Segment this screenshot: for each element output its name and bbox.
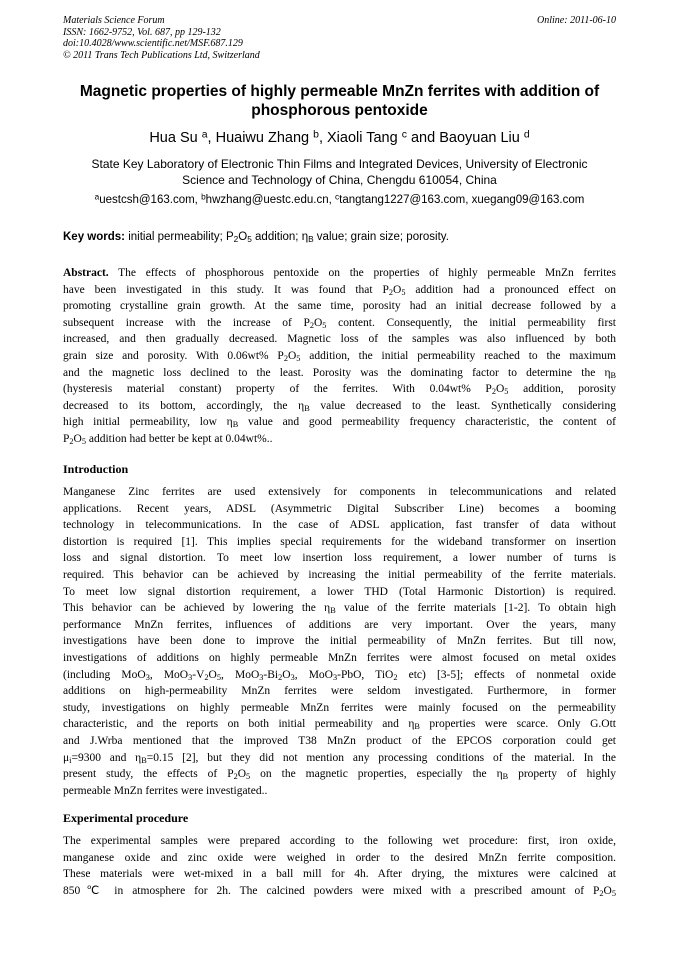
title-line: Magnetic properties of highly permeable MnZn ferrites with addition of [79,83,600,100]
text-line: increased, and then gradually decreased. Magnetic loss of the samples was also influenced by both [63,333,616,346]
text-line: and J.Wrba mentioned that the improved T38 MnZn product of the EPCOS corporation could get [63,734,616,747]
text-line: 850℃ in atmosphere for 2h. The calcined powders were mixed with a prescribed amount of $P_2O_5$ [63,884,616,898]
title-line: phosphorous pentoxide [251,102,428,119]
abstract-label: Abstract. [63,267,109,279]
keywords: Key words: initial permeability; $P_2O_5$ addition; $\eta_B$ value; grain size; porosity. [63,231,449,245]
journal-name: Materials Science Forum [63,15,165,26]
text-line: These materials were wet-mixed in a ball mill for 4h. After drying, the mixtures were calcined at [63,868,616,881]
doi-line: doi:10.4028/www.scientific.net/MSF.687.129 [63,38,243,49]
email-link[interactable]: hwzhang@uestc.edu.cn, [205,194,335,206]
text-line: Abstract. The effects of phosphorous pentoxide on the properties of highly permeable MnZn ferrites [63,267,616,279]
copyright-line: © 2011 Trans Tech Publications Ltd, Switzerland [63,49,260,61]
text-line: high initial permeability, low $\eta_B$ value and good permeability frequency characteristic, the content of [63,416,616,430]
author-list [63,129,616,147]
text-line: study, investigations on highly permeable MnZn ferrites were mainly focused on the permeability [63,701,616,714]
issn-line: ISSN: 1662-9752, Vol. 687, pp 129-132 [63,26,221,38]
text-line: present study, the effects of $P_2O_5$ on the magnetic properties, especially the $\eta_B$ property of highly [63,768,616,782]
text-line: investigations have been done to improve the initial permeability of MnZn ferrites. But till now, [63,635,616,648]
text-line: permeable MnZn ferrites were investigated.. [63,784,268,797]
paper-title [63,82,616,120]
author: Baoyuan Liu $^d$ [439,129,530,146]
text-line: investigations of additions on highly permeable MnZn ferrites were almost focused on metal oxides [63,651,616,664]
text-line: To meet low signal distortion requirement, a lower THD (Total Harmonic Distortion) is required. [63,585,616,598]
text-line: This behavior can be achieved by lowering the $\eta_B$ value of the ferrite materials [1-2]. To obtain high [63,602,617,616]
text-line: distortion is required [1]. This implies special requirements for the wideband transformer on insertion [63,535,616,548]
text-line: performance MnZn ferrites, influences of additions are very important. Over the years, many [63,618,616,631]
text-line: manganese oxide and zinc oxide were weighed in order to the desired MnZn ferrite composition. [63,851,616,864]
affiliation: State Key Laboratory of Electronic Thin Films and Integrated Devices, University of Electronic Science and Technology of China, Chengdu 610054, China [91,157,588,187]
text-line: The experimental samples were prepared according to the following wet procedure: first, iron oxide, [63,835,616,847]
text-line: $\mu_i=9300$ and $\eta_B=0.15$ [2], but they did not mention any processing conditions of the material. In the [63,751,617,765]
author: Hua Su $^a$, [149,129,216,146]
text-line: applications. Recent years, ADSL (Asymmetric Digital Subscriber Line) becomes a booming [63,502,616,515]
journal-header [63,15,616,61]
text-line: characteristic, and the reports on both initial permeability and $\eta_B$ properties were scarce. Only G.Ott [63,718,616,732]
text-line: and the magnetic loss declined to the least. Porosity was the dominating factor to determine the $\eta_B$ [63,366,616,380]
author: Xiaoli Tang $^c$ and [327,129,440,146]
author-emails: $^a$uestcsh@163.com, $^b$hwzhang@uestc.edu.cn, $^c$tangtang1227@163.com, xuegang09@163.com [94,192,585,206]
text-line: loss and signal distortion. To meet low insertion loss requirement, a lower number of turns is [63,552,616,565]
text-line: promoting crystalline grain growth. At the same time, porosity had an initial decrease followed by a [63,300,616,313]
text-line: decreased to its bottom, accordingly, the $\eta_B$ value decreased to the least. Synthetically considering [63,399,617,413]
abstract-paragraph [63,265,616,448]
text-line: Manganese Zinc ferrites are used extensively for components in telecommunications and related [63,486,616,498]
email-link[interactable]: tangtang1227@163.com, xuegang09@163.com [339,194,585,206]
online-date: Online: 2011-06-10 [537,15,616,26]
text-line: grain size and porosity. With 0.06wt% $P_2O_5$ addition, the initial permeability reached to the maximum [63,349,616,364]
introduction-heading: Introduction [63,462,129,476]
text-line: subsequent increase with the increase of $P_2O_5$ content. Consequently, the initial permeability first [63,316,616,330]
experimental-heading: Experimental procedure [63,811,189,825]
text-line: have been investigated in this study. It was found that $P_2O_5$ addition had a pronounced effect on [63,283,616,297]
text-line: $P_2O_5$ addition had better be kept at 0.04wt%.. [63,432,273,446]
text-line: additions on high-permeability MnZn ferrites were seldom investigated. Furthermore, in former [63,685,616,698]
keywords-label: Key words: [63,231,125,243]
text-line: (hysteresis material constant) property of the ferrites. With 0.04wt% $P_2O_5$ addition, porosity [63,383,617,397]
text-line: required. This behavior can be achieved by increasing the initial permeability of the ferrite materials. [63,568,616,581]
experimental-paragraph [63,833,616,899]
text-line: (including MoO$_3$, $MoO_3-V_2O_5$, $MoO_3-Bi_2O_3$, MoO$_3$-PbO, TiO$_2$ etc) [3-5]; effects of nonmetal oxide [63,668,616,682]
email-link[interactable]: uestcsh@163.com, [99,194,202,206]
author: Huaiwu Zhang $^b$, [215,129,328,146]
text-line: technology in telecommunications. In the case of ADSL application, fast transfer of data without [63,519,616,532]
introduction-paragraph [63,484,616,799]
